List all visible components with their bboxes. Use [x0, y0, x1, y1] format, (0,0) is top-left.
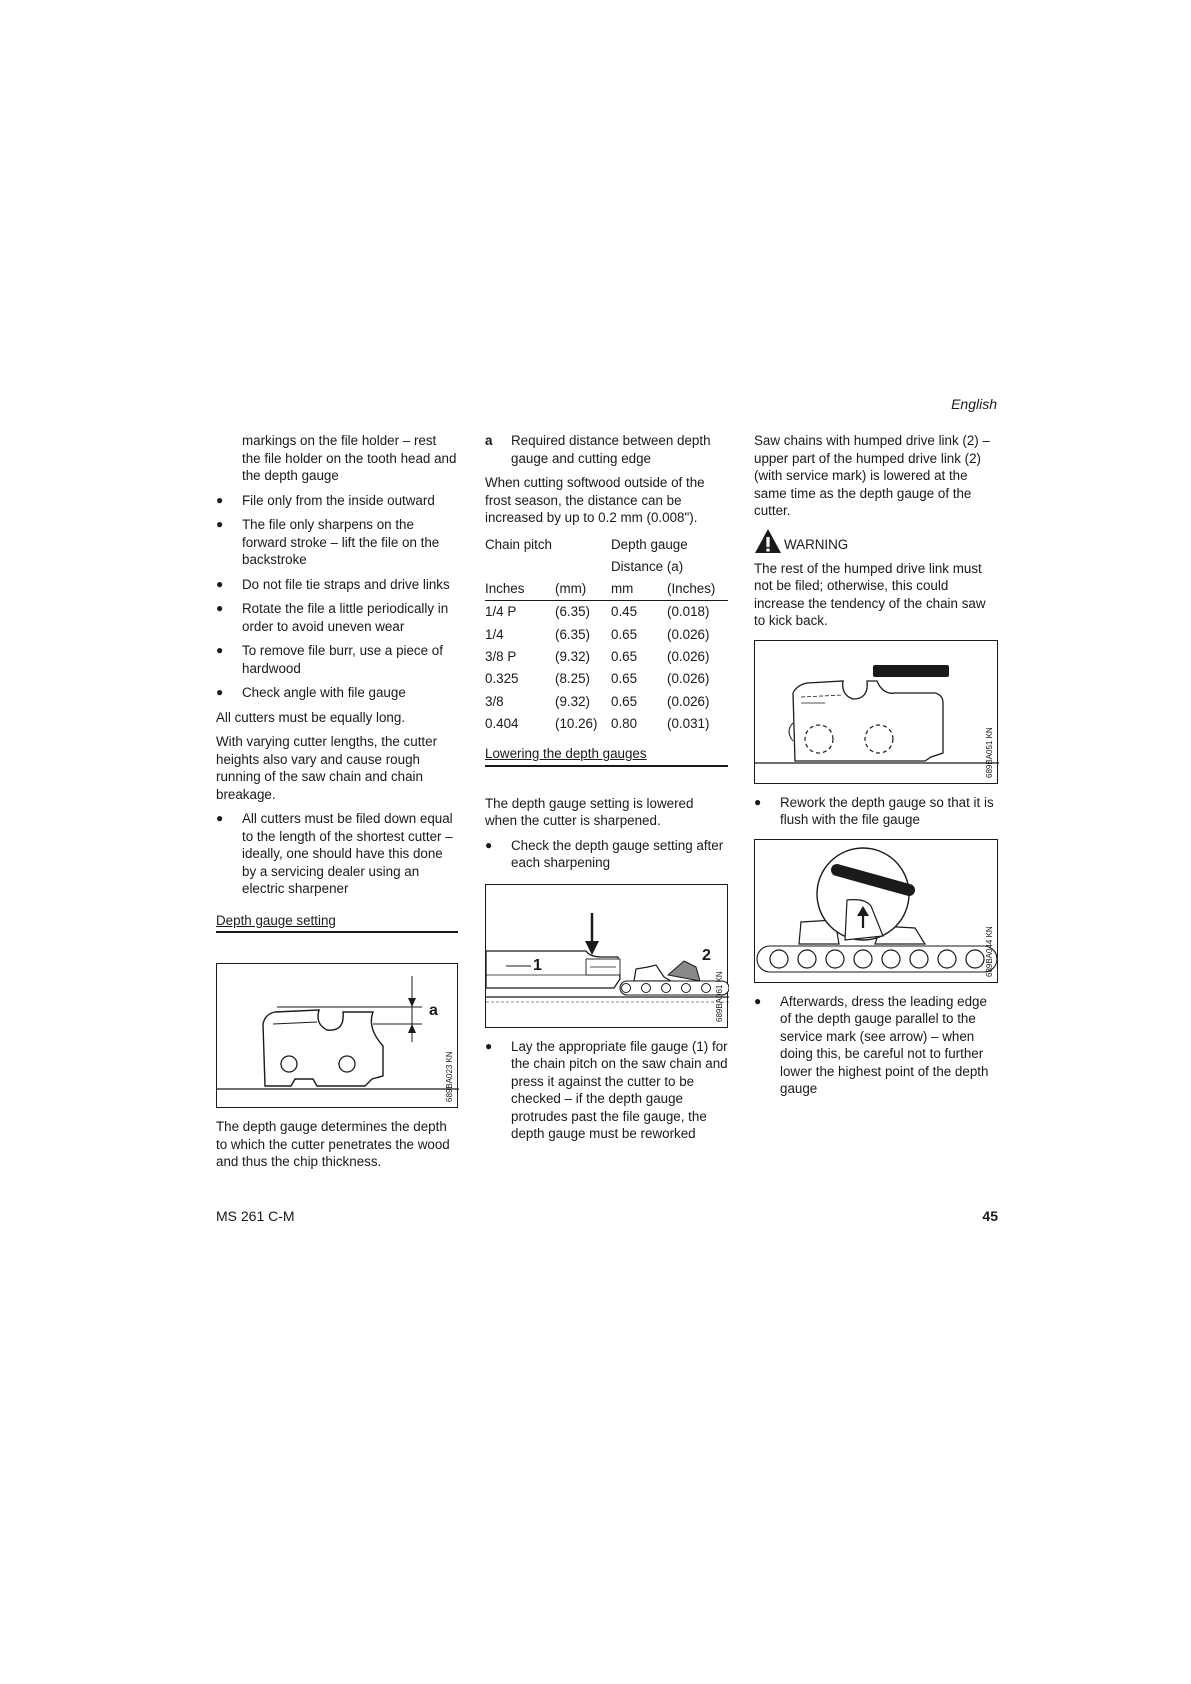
language-label: English	[951, 396, 997, 412]
list-item: ● Rotate the file a little periodically in order to avoid uneven wear	[216, 601, 449, 634]
legend-letter: a	[485, 433, 493, 448]
table-cell: (9.32)	[555, 693, 590, 709]
figure-code: 689BA044 KN	[985, 925, 994, 977]
table-header-cell: Depth gauge	[611, 536, 688, 552]
column-2	[485, 432, 728, 1150]
table-cell: (6.35)	[555, 604, 590, 620]
figure-code: 689BA051 KN	[985, 726, 994, 778]
table-header-row	[485, 556, 728, 578]
legend-text: Required distance between depth gauge and cutting edge	[511, 433, 711, 466]
table-row	[485, 601, 728, 624]
figure-code: 689BA061 KN	[715, 970, 724, 1022]
table-cell: (10.26)	[555, 715, 598, 731]
service-mark-diagram	[755, 840, 999, 982]
paragraph: When cutting softwood outside of the frost season, the distance can be increased by up to 0.2 mm (0.008").	[485, 475, 705, 525]
figure-label-1: 1	[533, 956, 542, 974]
table-header-cell: (Inches)	[667, 578, 728, 601]
table-row	[485, 691, 728, 713]
table-cell: 0.45	[611, 604, 638, 620]
bullet-icon: ●	[216, 601, 224, 615]
table-cell: 0.65	[611, 648, 638, 664]
figure-depth-gauge	[216, 963, 458, 1108]
table-cell: 3/8	[485, 693, 504, 709]
bullet-icon: ●	[216, 517, 224, 531]
table-cell: 0.325	[485, 671, 519, 687]
footer-model: MS 261 C-M	[216, 1208, 295, 1224]
bullet-icon: ●	[216, 643, 224, 657]
list-item: ● Afterwards, dress the leading edge of the depth gauge parallel to the service mark (see arrow) – when doing this, be careful not to further lower the highest point of the depth gauge	[754, 993, 989, 1096]
table-units-row	[485, 578, 728, 601]
table-row	[485, 646, 728, 668]
figure-caption: The depth gauge determines the depth to which the cutter penetrates the wood and thus the chip thickness.	[216, 1119, 450, 1169]
bullet-icon: ●	[754, 993, 762, 1008]
depth-gauge-table	[485, 534, 728, 736]
table-cell: (0.026)	[667, 693, 710, 709]
warning-label: WARNING	[784, 537, 849, 552]
table-cell: 1/4 P	[485, 604, 517, 620]
legend-item	[485, 432, 728, 467]
table-row	[485, 713, 728, 735]
warning-icon	[754, 528, 782, 554]
list-item: ● Check angle with file gauge	[216, 685, 406, 700]
file-gauge-diagram	[486, 885, 729, 1027]
list-item: ● Rework the depth gauge so that it is flush with the file gauge	[754, 794, 994, 827]
bullet-icon: ●	[216, 811, 224, 825]
figure-label-2: 2	[702, 946, 711, 964]
list-item: ● To remove file burr, use a piece of hardwood	[216, 643, 443, 676]
figure-humped-link	[754, 640, 998, 784]
table-header-row	[485, 534, 728, 556]
paragraph: Saw chains with humped drive link (2) – upper part of the humped drive link (2) (with service mark) is lowered at the same time as the depth gauge of the cutter.	[754, 433, 990, 518]
figure-service-mark	[754, 839, 998, 983]
table-row	[485, 624, 728, 646]
table-cell: (0.026)	[667, 626, 710, 642]
table-cell: (0.031)	[667, 715, 710, 731]
page-number: 45	[982, 1208, 998, 1224]
bullet-icon: ●	[216, 685, 224, 699]
table-cell: (8.25)	[555, 671, 590, 687]
bullet-icon: ●	[754, 794, 762, 809]
section-heading: Lowering the depth gauges	[485, 745, 728, 767]
column-1	[216, 432, 458, 1178]
paragraph: The depth gauge setting is lowered when the cutter is sharpened.	[485, 795, 694, 829]
bullet-icon: ●	[216, 492, 224, 507]
table-cell: (0.018)	[667, 604, 710, 620]
table-header-cell: mm	[611, 578, 667, 601]
list-item: ● Check the depth gauge setting after each sharpening	[485, 837, 724, 871]
paragraph: With varying cutter lengths, the cutter heights also vary and cause rough running of the saw chain and chain breakage.	[216, 734, 438, 802]
list-item: ● All cutters must be filed down equal to the length of the shortest cutter – ideally, one should have this done by a servicing dealer using an electric sharpener	[216, 811, 453, 896]
table-header-cell: (mm)	[555, 578, 611, 601]
column-3	[754, 432, 998, 1105]
figure-file-gauge	[485, 884, 728, 1028]
table-cell: 0.65	[611, 671, 638, 687]
table-cell: 0.80	[611, 715, 638, 731]
warning-heading	[754, 528, 998, 554]
list-item: ● The file only sharpens on the forward stroke – lift the file on the backstroke	[216, 517, 440, 567]
table-cell: 0.404	[485, 715, 519, 731]
table-cell: (9.32)	[555, 648, 590, 664]
bullet-icon: ●	[485, 1038, 493, 1053]
list-item: ● Do not file tie straps and drive links	[216, 576, 450, 592]
table-cell: (6.35)	[555, 626, 590, 642]
bullet-icon: ●	[485, 837, 493, 852]
table-cell: (0.026)	[667, 648, 710, 664]
bullet-icon: ●	[216, 576, 224, 591]
table-cell: (0.026)	[667, 671, 710, 687]
paragraph: All cutters must be equally long.	[216, 709, 406, 725]
table-cell: 1/4	[485, 626, 504, 642]
humped-link-diagram	[755, 641, 999, 783]
table-cell: 0.65	[611, 693, 638, 709]
warning-text: The rest of the humped drive link must not be filed; otherwise, this could increase the tendency of the chain saw to kick back.	[754, 560, 986, 628]
table-header-cell: Distance (a)	[611, 558, 684, 574]
table-header-cell: Chain pitch	[485, 536, 552, 552]
table-cell: 0.65	[611, 626, 638, 642]
figure-code: 689BA023 KN	[445, 1051, 454, 1102]
cutter-diagram	[217, 964, 459, 1107]
list-item: ● Lay the appropriate file gauge (1) for the chain pitch on the saw chain and press it against the cutter to be checked – if the depth gauge protrudes past the file gauge, the depth gauge must be reworked	[485, 1038, 728, 1142]
list-item: ● File only from the inside outward	[216, 492, 435, 508]
table-row	[485, 668, 728, 690]
table-cell: 3/8 P	[485, 648, 517, 664]
figure-label-a: a	[429, 1002, 438, 1019]
table-header-cell: Inches	[485, 578, 555, 601]
bullet-continuation: markings on the file holder – rest the file holder on the tooth head and the depth gauge	[242, 433, 457, 483]
section-heading: Depth gauge setting	[216, 912, 458, 934]
